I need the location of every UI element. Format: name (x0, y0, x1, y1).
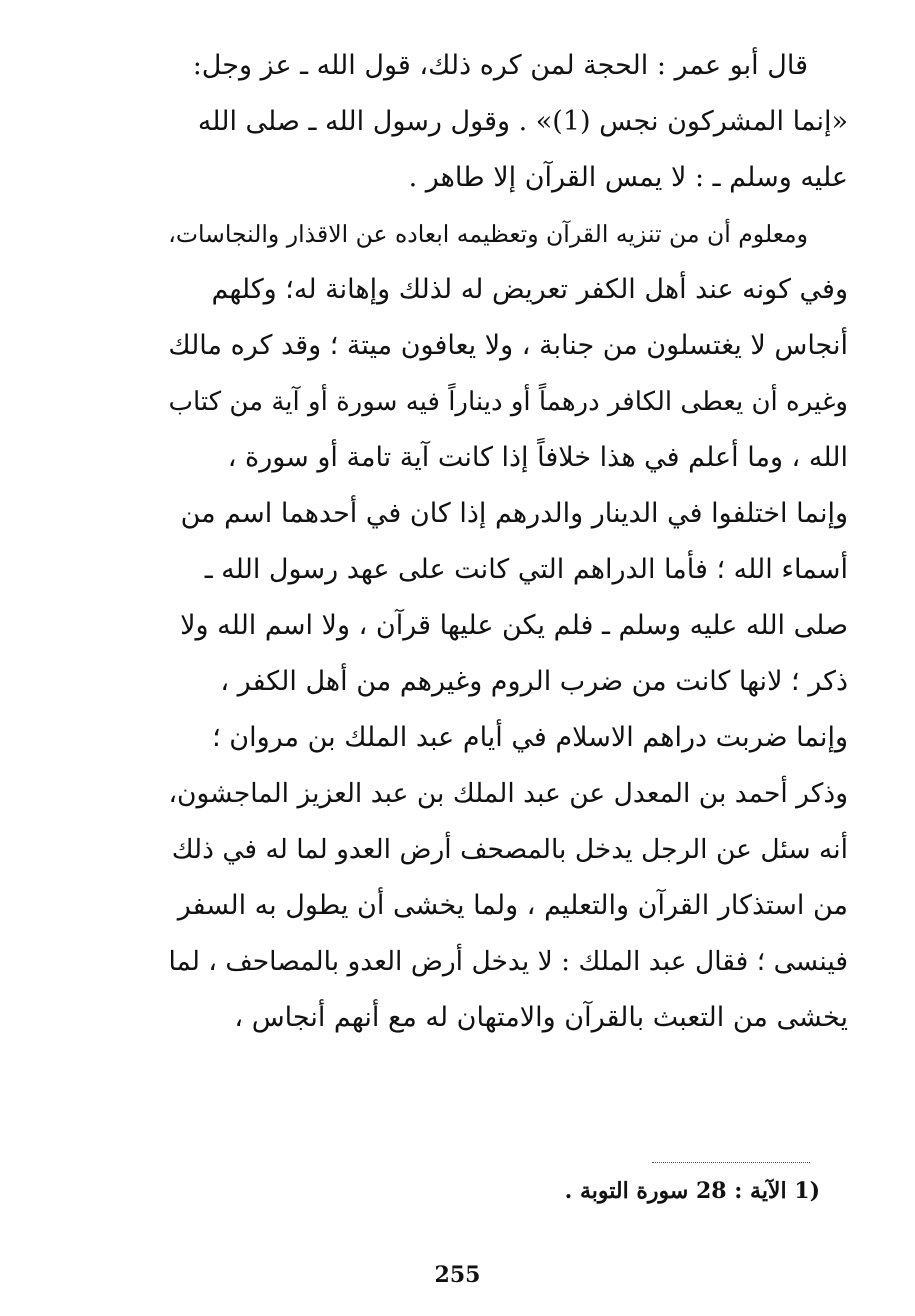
text-line: أسماء الله ؛ فأما الدراهم التي كانت على عهد رسول الله ـ (204, 554, 848, 585)
text-line: أنه سئل عن الرجل يدخل بالمصحف أرض العدو لما له في ذلك (171, 834, 848, 865)
text-line: ذكر ؛ لانها كانت من ضرب الروم وغيرهم من أهل الكفر ، (220, 666, 848, 697)
text-line: قال أبو عمر : الحجة لمن كره ذلك، قول الله ـ عز وجل: (192, 50, 808, 81)
text-line: وذكر أحمد بن المعدل عن عبد الملك بن عبد العزيز الماجشون، (168, 778, 848, 809)
text-line: وإنما ضربت دراهم الاسلام في أيام عبد الملك بن مروان ؛ (212, 722, 848, 753)
text-line: من استذكار القرآن والتعليم ، ولما يخشى أن يطول به السفر (177, 890, 848, 921)
text-line: فينسى ؛ فقال عبد الملك : لا يدخل أرض العدو بالمصاحف ، لما (168, 946, 848, 977)
text-line: «إنما المشركون نجس (1)» . وقول رسول الله ـ صلى الله (197, 106, 848, 137)
text-line: وإنما اختلفوا في الدينار والدرهم إذا كان في أحدهما اسم من (180, 498, 848, 529)
text-line: وغيره أن يعطى الكافر درهماً أو ديناراً فيه سورة أو آية من كتاب (168, 387, 848, 417)
page-number: 255 (434, 1262, 481, 1288)
footnote: (1 الآية : 28 سورة التوبة . (564, 1178, 820, 1204)
text-line: يخشى من التعبث بالقرآن والامتهان له مع أنهم أنجاس ، (234, 1002, 848, 1033)
footnote-divider (652, 1162, 810, 1163)
text-line: وفي كونه عند أهل الكفر تعريض له لذلك وإهانة له؛ وكلهم (211, 274, 848, 305)
text-line: أنجاس لا يغتسلون من جنابة ، ولا يعافون ميتة ؛ وقد كره مالك (168, 330, 848, 361)
text-line: عليه وسلم ـ : لا يمس القرآن إلا طاهر . (408, 162, 848, 193)
text-line: ومعلوم أن من تنزيه القرآن وتعظيمه ابعاده عن الاقذار والنجاسات، (168, 220, 808, 248)
text-line: صلى الله عليه وسلم ـ فلم يكن عليها قرآن ، ولا اسم الله ولا (180, 610, 848, 641)
body-text (168, 38, 848, 1046)
text-line: الله ، وما أعلم في هذا خلافاً إذا كانت آية تامة أو سورة ، (227, 442, 848, 473)
